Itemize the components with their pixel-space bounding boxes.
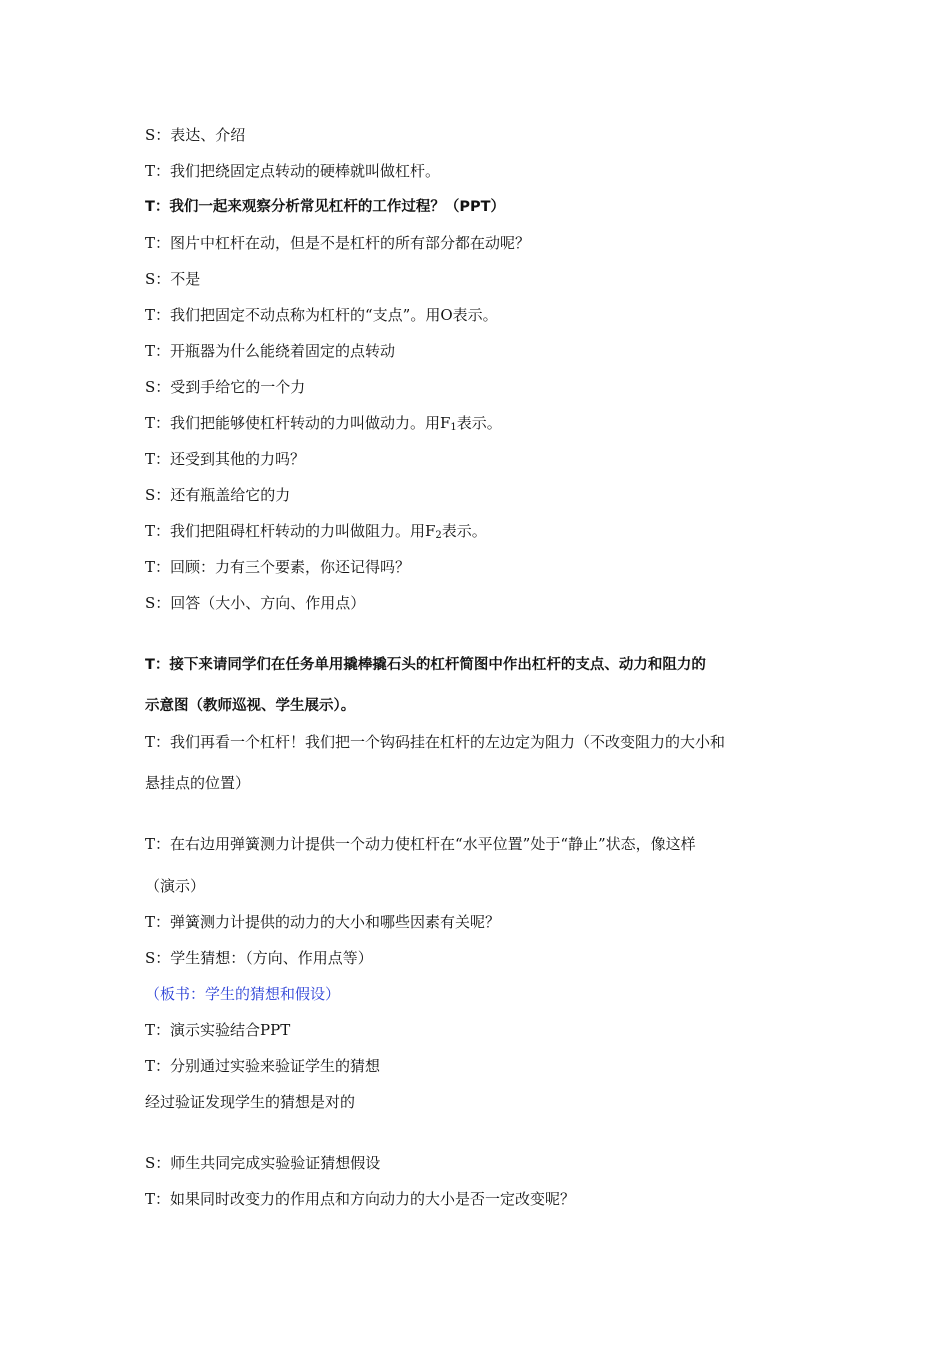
dialogue-line: S：还有瓶盖给它的力 <box>145 486 291 504</box>
dialogue-line: S：受到手给它的一个力 <box>145 378 306 396</box>
line-text: 表示。 <box>441 522 487 540</box>
dialogue-line: 经过验证发现学生的猜想是对的 <box>145 1093 356 1111</box>
line-text: T：我们把能够使杠杆转动的力叫做动力。用F <box>145 414 451 432</box>
subscript: 2 <box>435 530 442 541</box>
dialogue-line: T：还受到其他的力吗？ <box>145 450 306 468</box>
dialogue-line: T：开瓶器为什么能绕着固定的点转动 <box>145 342 396 360</box>
dialogue-line-bold: 示意图（教师巡视、学生展示）。 <box>145 698 356 714</box>
dialogue-line: T：回顾：力有三个要素，你还记得吗？ <box>145 558 411 576</box>
line-text: T：我们把阻碍杠杆转动的力叫做阻力。用F <box>145 522 436 540</box>
dialogue-line: （演示） <box>145 877 206 895</box>
dialogue-line: T：演示实验结合PPT <box>145 1021 291 1039</box>
dialogue-line: T：弹簧测力计提供的动力的大小和哪些因素有关呢？ <box>145 913 501 931</box>
dialogue-line: T：分别通过实验来验证学生的猜想 <box>145 1057 381 1075</box>
dialogue-line: 悬挂点的位置） <box>145 774 251 792</box>
dialogue-line-f1 <box>145 413 805 438</box>
dialogue-line: S：回答（大小、方向、作用点） <box>145 594 366 612</box>
dialogue-line: T：图片中杠杆在动，但是不是杠杆的所有部分都在动呢？ <box>145 234 531 252</box>
dialogue-line-bold: T：我们一起来观察分析常见杠杆的工作过程？（PPT） <box>145 199 506 215</box>
line-text: 表示。 <box>456 414 502 432</box>
dialogue-line: S：不是 <box>145 270 201 288</box>
dialogue-line-bold: T：接下来请同学们在任务单用撬棒撬石头的杠杆简图中作出杠杆的支点、动力和阻力的 <box>145 657 706 673</box>
blackboard-note: （板书：学生的猜想和假设） <box>145 985 341 1003</box>
dialogue-line: S：表达、介绍 <box>145 126 246 144</box>
dialogue-line: S：学生猜想：（方向、作用点等） <box>145 949 373 967</box>
dialogue-line: T：我们再看一个杠杆！我们把一个钩码挂在杠杆的左边定为阻力（不改变阻力的大小和 <box>145 733 726 751</box>
dialogue-line: T：在右边用弹簧测力计提供一个动力使杠杆在“水平位置”处于“静止”状态，像这样 <box>145 835 696 853</box>
dialogue-line: T：我们把绕固定点转动的硬棒就叫做杠杆。 <box>145 162 441 180</box>
dialogue-line: S：师生共同完成实验验证猜想假设 <box>145 1154 381 1172</box>
dialogue-line: T：如果同时改变力的作用点和方向动力的大小是否一定改变呢？ <box>145 1190 576 1208</box>
dialogue-line: T：我们把固定不动点称为杠杆的“支点”。用O表示。 <box>145 306 498 324</box>
dialogue-line-f2 <box>145 521 805 546</box>
subscript: 1 <box>450 422 457 433</box>
